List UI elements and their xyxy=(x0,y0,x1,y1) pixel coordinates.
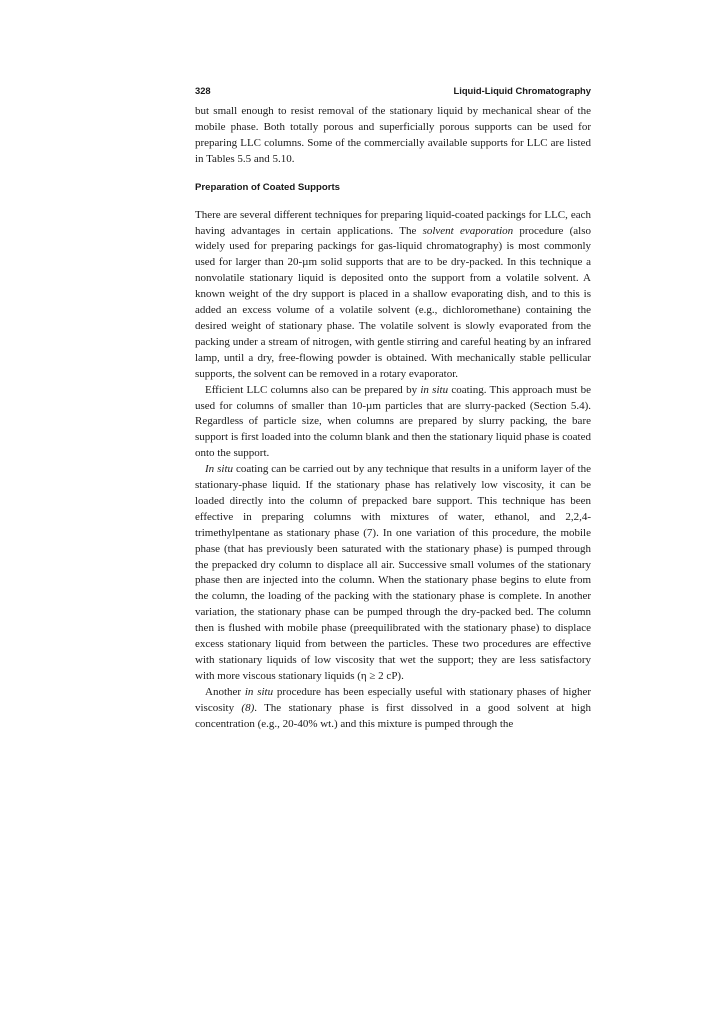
p1-text-b: procedure (also widely used for preparing packings for gas-liquid chromatography) is most commonly used for larger than 20-µm solid supports that are to be dry-packed. In this technique a nonvolatile stationary liquid is deposited onto the support from a volatile solvent. A known weight of the dry support is placed in a shallow evaporating dish, and to this is added an excess volume of a volatile solvent (e.g., dichloromethane) containing the desired weight of stationary phase. The volatile solvent is slowly evaporated from the packing under a stream of nitrogen, with gentle stirring and careful heating by an infrared lamp, until a dry, free-flowing powder is obtained. With mechanically stable pellicular supports, the solvent can be removed in a rotary evaporator. xyxy=(195,224,591,380)
p4-reference: (8) xyxy=(241,701,255,714)
p3-text-a: coating can be carried out by any technique that results in a uniform layer of the stationary-phase liquid. If the stationary phase has relatively low viscosity, it can be loaded directly into the column of prepacked bare support. This technique has been effective in preparing columns with mixtures of water, ethanol, and 2,2,4-trimethylpentane as stationary phase (7). In one variation of this procedure, the mobile phase (that has previously been saturated with the stationary phase) is pumped through the prepacked dry column to displace all air. Successive small volumes of the stationary phase then are injected into the column. When the stationary phase begins to elute from the column, the loading of the packing with the stationary phase is complete. In another variation, the stationary phase can be pumped through the dry-packed bed. The column then is flushed with mobile phase (preequilibrated with the stationary phase) to displace excess stationary liquid from between the particles. These two procedures are effective with stationary liquids of low viscosity that wet the support; they are less satisfactory with more viscous stationary liquids (η ≥ 2 cP). xyxy=(195,463,591,682)
p1-term-solvent-evaporation: solvent evaporation xyxy=(422,224,514,237)
book-page xyxy=(195,84,591,733)
p3-term-in-situ: In situ xyxy=(205,463,233,476)
p4-text-b: procedure has been especially useful with stationary phases of higher viscosity xyxy=(195,685,591,714)
paragraph-in-situ-coating xyxy=(195,383,591,463)
paragraph-intro xyxy=(195,104,591,168)
p2-term-in-situ: in situ xyxy=(420,383,449,396)
body-text xyxy=(195,104,591,733)
p1-text-a: There are several different techniques for preparing liquid-coated packings for LLC, each having advantages in certain applications. The xyxy=(195,208,591,237)
paragraph-in-situ-techniques xyxy=(195,462,591,685)
p4-text-c: . The stationary phase is first dissolved in a good solvent at high concentration (e.g., 20-40% wt.) and this mixture is pumped through the xyxy=(195,701,591,730)
p4-text-a: Another xyxy=(205,685,245,698)
paragraph-solvent-evaporation xyxy=(195,208,591,383)
section-heading: Preparation of Coated Supports xyxy=(195,181,340,193)
p4-term-in-situ: in situ xyxy=(244,685,274,698)
p2-text-a: Efficient LLC columns also can be prepared by xyxy=(205,383,421,396)
p2-text-b: coating. This approach must be used for columns of smaller than 10-µm particles that are slurry-packed (Section 5.4). Regardless of particle size, when columns are prepared by slurry packing, the bare support is first loaded into the column blank and then the stationary liquid phase is coated onto the support. xyxy=(195,383,592,460)
paragraph-high-viscosity xyxy=(195,685,591,733)
running-head xyxy=(195,84,591,98)
paragraph-intro-text: but small enough to resist removal of the stationary liquid by mechanical shear of the mobile phase. Both totally porous and superficially porous supports can be used for preparing LLC columns. Some of the commercially available supports for LLC are listed in Tables 5.5 and 5.10. xyxy=(195,105,591,165)
running-title: Liquid-Liquid Chromatography xyxy=(453,85,591,96)
page-number: 328 xyxy=(195,85,211,96)
